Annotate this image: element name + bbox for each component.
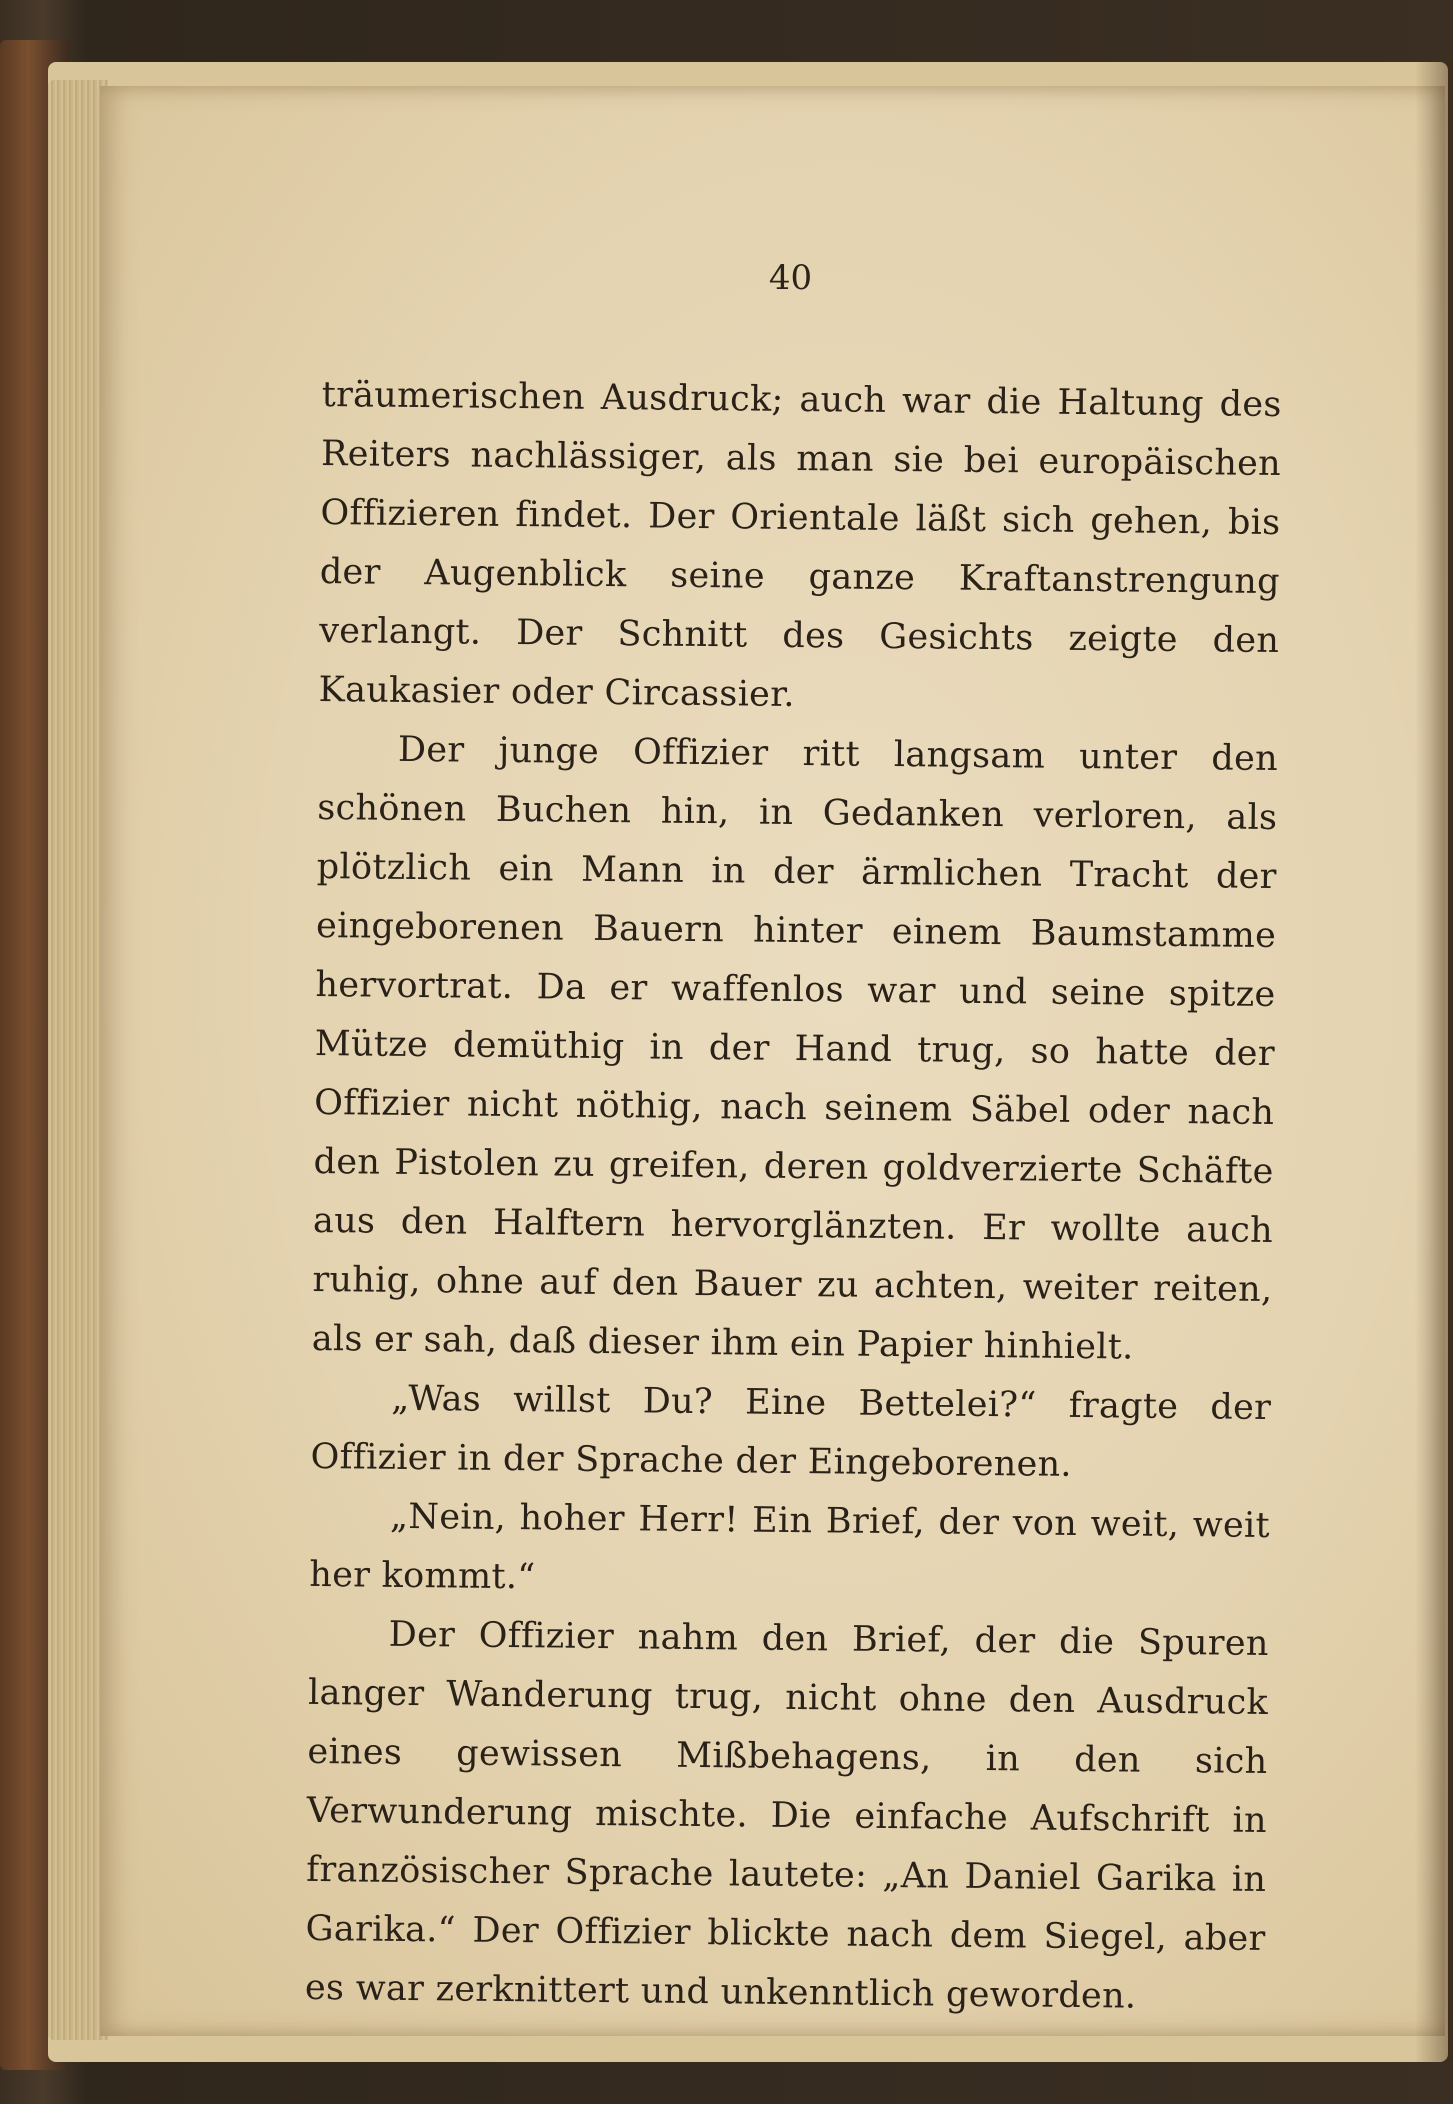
paragraph: Der Offizier nahm den Brief, der die Spuren langer Wanderung trug, nicht ohne den Ausdruck eines gewissen Mißbehagens, in den sich Verwunderung mischte. Die einfache Aufschrift in französischer Sprache lautete: „An Daniel Garika in Garika.“ Der Offizier blickte nach dem Siegel, aber es war zerknittert und unkenntlich geworden. — [304, 1614, 1269, 2017]
page-text — [305, 366, 1282, 2028]
gutter-shadow — [1415, 62, 1453, 2062]
page-number: 40 — [768, 258, 813, 298]
paragraph: „Nein, hoher Herr! Ein Brief, der von weit, weit her kommt.“ — [309, 1496, 1271, 1598]
page-stack-edges — [48, 80, 108, 2040]
paragraph: träumerischen Ausdruck; auch war die Haltung des Reiters nachlässiger, als man sie bei europäischen Offizieren findet. Der Orientale läßt sich gehen, bis der Augenblick seine ganze Kraftanstrengung verlangt. Der Schnitt des Gesichts zeigte den Kaukasier oder Circassier. — [318, 374, 1282, 715]
paragraph: „Was willst Du? Eine Bettelei?“ fragte der Offizier in der Sprache der Eingeborenen. — [310, 1378, 1272, 1485]
paragraph: Der junge Offizier ritt langsam unter den schönen Buchen hin, in Gedanken verloren, als plötzlich ein Mann in der ärmlichen Tracht der eingeborenen Bauern hinter einem Baumstamme hervortrat. Da er waffenlos war und seine spitze Mütze demüthig in der Hand trug, so hatte der Offizier nicht nöthig, nach seinem Säbel oder nach den Pistolen zu greifen, deren goldverzierte Schäfte aus den Halftern hervorglänzten. Er wollte auch ruhig, ohne auf den Bauer zu achten, weiter reiten, als er sah, daß dieser ihm ein Papier hinhielt. — [311, 729, 1279, 1368]
